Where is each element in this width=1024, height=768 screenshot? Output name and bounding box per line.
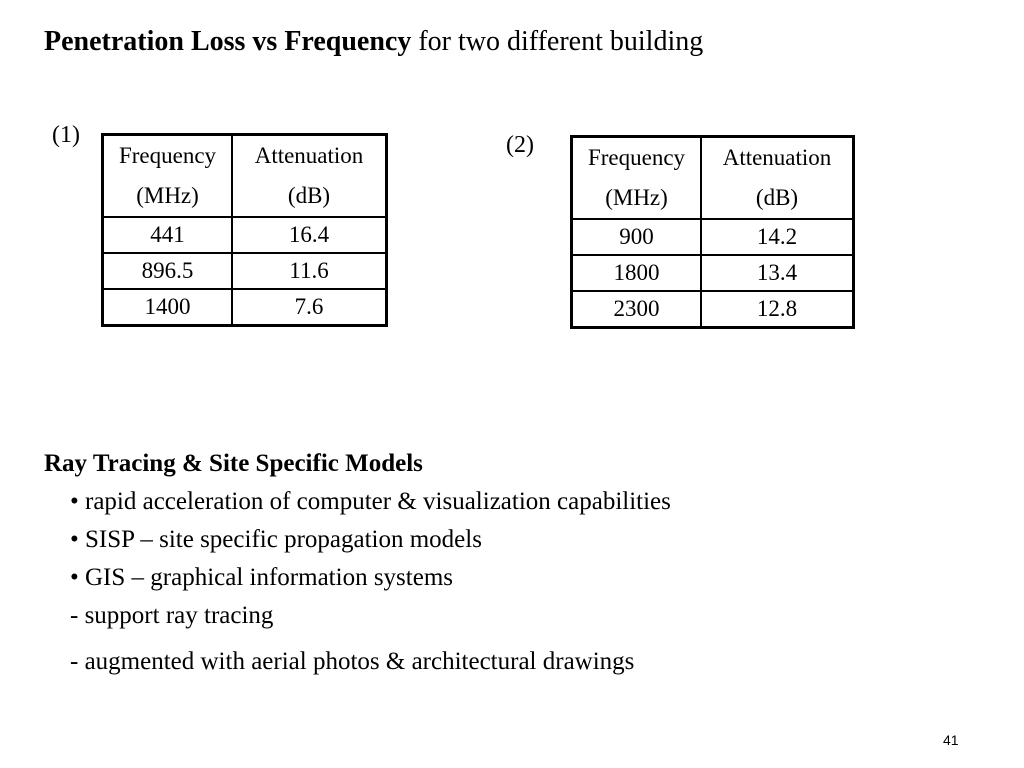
- header-frequency-line1: Frequency: [118, 143, 217, 168]
- list-item: • SISP – site specific propagation models: [70, 526, 482, 553]
- cell-frequency: 441: [103, 217, 233, 253]
- penetration-table-2: [570, 135, 855, 329]
- table-1-label: (1): [52, 122, 80, 148]
- cell-attenuation: 14.2: [701, 219, 854, 255]
- cell-attenuation: 16.4: [232, 217, 387, 253]
- table-row: [572, 219, 854, 255]
- header-attenuation: [701, 137, 854, 220]
- header-attenuation: [232, 135, 387, 218]
- cell-frequency: 896.5: [103, 253, 233, 289]
- header-frequency-line1: Frequency: [587, 145, 686, 170]
- header-frequency-line2: (MHz): [136, 183, 199, 208]
- cell-attenuation: 12.8: [701, 291, 854, 328]
- cell-frequency: 900: [572, 219, 702, 255]
- header-frequency: [103, 135, 233, 218]
- table-row: [103, 289, 387, 326]
- table-2-label: (2): [506, 132, 534, 158]
- cell-attenuation: 13.4: [701, 255, 854, 291]
- slide-title-rest: for two different building: [411, 26, 704, 57]
- section-heading: Ray Tracing & Site Specific Models: [44, 450, 423, 477]
- cell-frequency: 1400: [103, 289, 233, 326]
- slide-title-bold: Penetration Loss vs Frequency: [44, 26, 412, 57]
- header-frequency-line2: (MHz): [605, 185, 668, 210]
- table-row: [572, 291, 854, 328]
- slide-title: [44, 26, 703, 58]
- page-number: 41: [943, 732, 959, 748]
- penetration-table-1: [101, 133, 388, 327]
- header-attenuation-line2: (dB): [755, 185, 799, 210]
- cell-frequency: 1800: [572, 255, 702, 291]
- list-item: • GIS – graphical information systems: [70, 564, 453, 591]
- header-frequency: [572, 137, 702, 220]
- sub-item-aerial-photos: - augmented with aerial photos & architectural drawings: [70, 648, 635, 675]
- header-attenuation-line1: Attenuation: [722, 145, 832, 170]
- header-attenuation-line2: (dB): [287, 183, 331, 208]
- cell-frequency: 2300: [572, 291, 702, 328]
- table-row: [103, 253, 387, 289]
- cell-attenuation: 7.6: [232, 289, 387, 326]
- table-header-row: [572, 137, 854, 220]
- table-row: [103, 217, 387, 253]
- sub-item-ray-tracing: - support ray tracing: [70, 602, 274, 629]
- cell-attenuation: 11.6: [232, 253, 387, 289]
- header-attenuation-line1: Attenuation: [254, 143, 364, 168]
- table-row: [572, 255, 854, 291]
- table-header-row: [103, 135, 387, 218]
- bullet-list: [70, 486, 671, 600]
- list-item: • rapid acceleration of computer & visualization capabilities: [70, 488, 671, 515]
